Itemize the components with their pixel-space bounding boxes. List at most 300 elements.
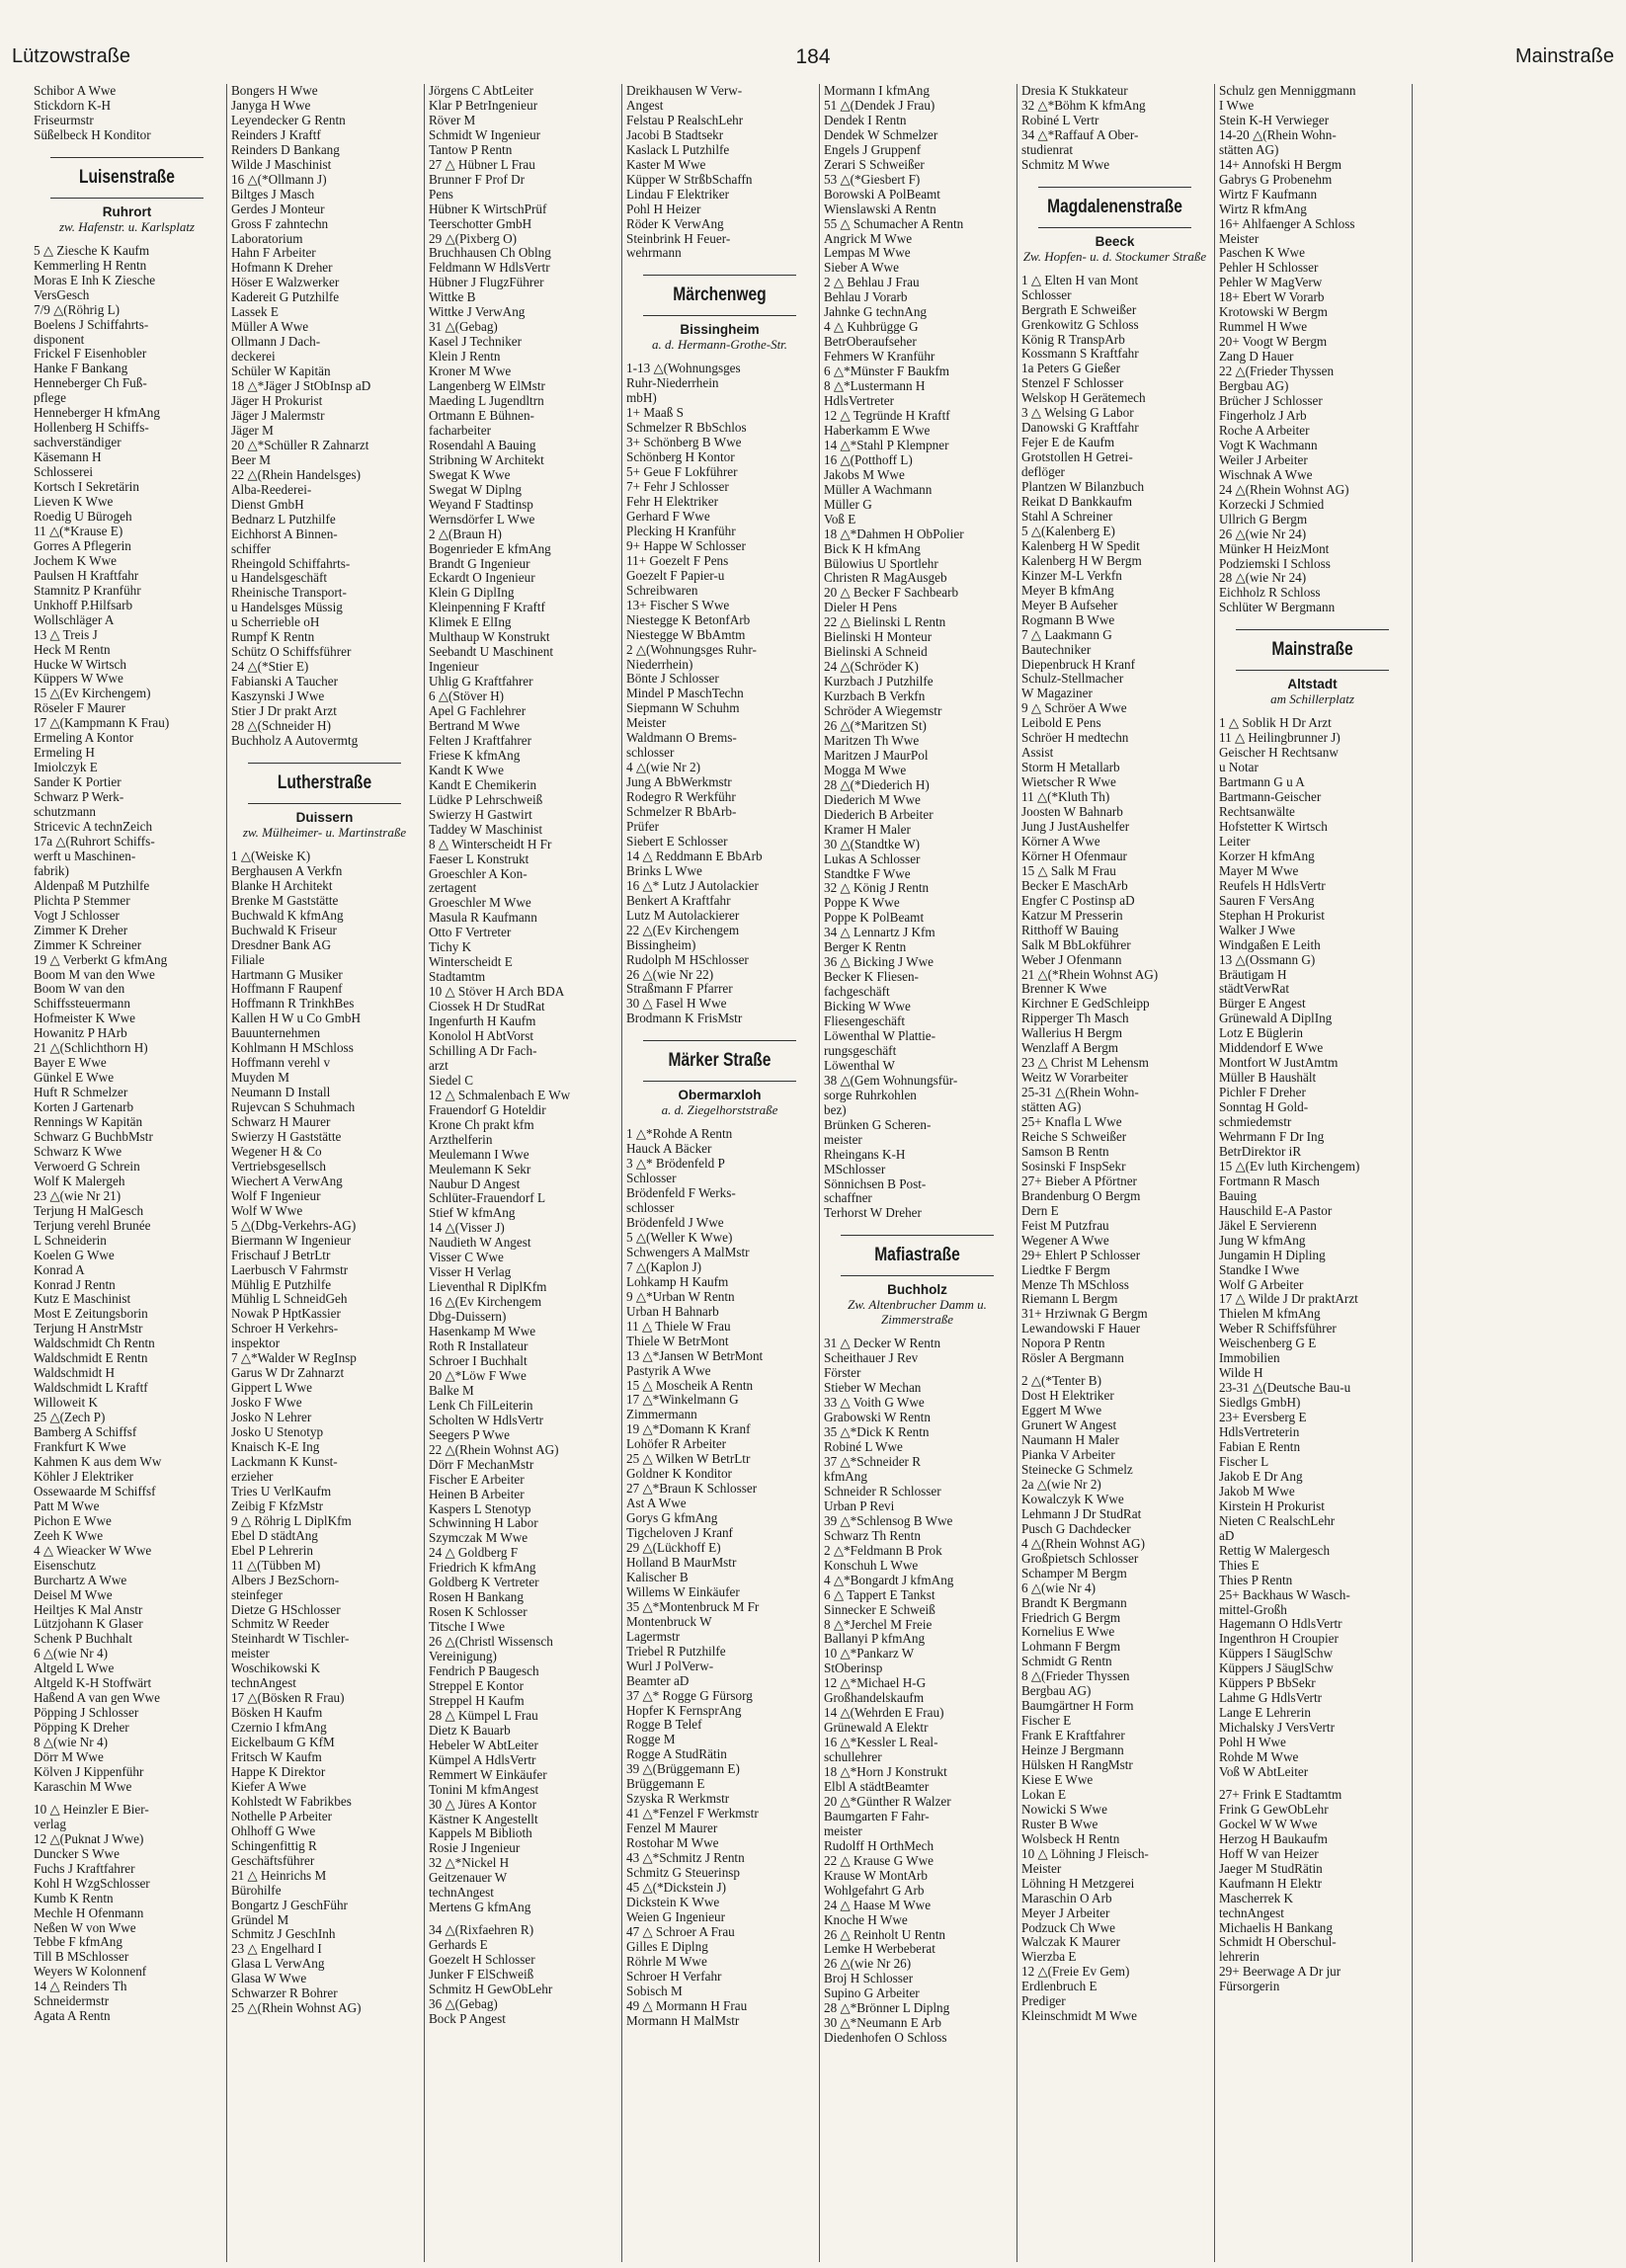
directory-entry: Mühlig L SchneidGeh [231,1292,348,1307]
directory-entry: Woschikowski K [231,1661,321,1676]
directory-entry: Gründel M [231,1912,289,1927]
directory-entry: Nieten C RealschLehr [1219,1513,1336,1528]
directory-entry: Fischer L [1219,1454,1269,1469]
directory-entry: Wietscher R Wwe [1021,775,1116,790]
directory-entry: Schwarz Th Rentn [824,1528,921,1543]
directory-entry: Kortsch I Sekretärin [34,480,139,495]
directory-entry: Kaufmann H Elektr [1219,1876,1322,1891]
directory-entry: schiffer [231,541,272,556]
directory-entry: 20+ Voogt W Bergm [1219,335,1328,350]
directory-entry: Remmert W Einkäufer [429,1767,547,1782]
directory-entry: Heinze J Bergmann [1021,1743,1124,1758]
directory-entry: 25-31 △(Rhein Wohn- [1021,1086,1139,1100]
directory-entry: deckerei [231,350,276,364]
directory-entry: Lieventhal R DiplKfm [429,1280,547,1295]
directory-entry: 10 △ Löhning J Fleisch- [1021,1846,1149,1861]
directory-entry: 30 △(Standtke W) [824,837,921,851]
directory-entry: Michaelis H Bankang [1219,1920,1333,1935]
directory-entry: Steinbrink H Feuer- [626,231,731,246]
directory-entry: arzt [429,1058,448,1073]
directory-entry: 8 △(wie Nr 4) [34,1736,108,1750]
directory-entry: Angest [626,98,664,113]
directory-entry: Grabowski W Rentn [824,1411,931,1425]
directory-entry: Schmitz W Reeder [231,1617,330,1632]
directory-entry: Swierzy H Gaststätte [231,1130,342,1144]
directory-entry: Imiolczyk E [34,761,98,775]
directory-entry: Haberkamm E Wwe [824,423,931,438]
directory-entry: Taddey W Maschinist [429,822,543,837]
column-5 [820,84,1017,2262]
directory-entry: Brandenburg O Bergm [1021,1188,1141,1203]
directory-entry: Eichholz R Schloss [1219,586,1321,601]
directory-entry: Müller B Haushält [1219,1071,1317,1086]
directory-entry: 11+ Goezelt F Pens [626,553,729,568]
directory-entry: Krone Ch prakt kfm [429,1117,534,1132]
directory-entry: Dresia K Stukkateur [1021,84,1128,98]
directory-entry: Kornelius E Wwe [1021,1625,1115,1640]
directory-entry: 6 △*Münster F Baukfm [824,364,949,379]
directory-entry: Klimek E ElIng [429,615,512,630]
directory-entry: Neßen W von Wwe [34,1920,136,1935]
directory-entry: 4 △ Kuhbrügge G [824,320,919,335]
directory-entry: Tebbe F kfmAng [34,1935,122,1950]
directory-entry: Verwoerd G Schrein [34,1159,140,1174]
directory-entry: 22 △(Rhein Wohnst AG) [429,1442,559,1457]
directory-entry: Schmitz G Steuerinsp [626,1865,741,1880]
directory-entry: 17 △ Wilde J Dr praktArzt [1219,1292,1358,1307]
directory-entry: Eggert M Wwe [1021,1404,1102,1418]
directory-entry: Stenzel F Schlosser [1021,376,1124,391]
column-3 [425,84,622,2262]
directory-entry: Kaster M Wwe [626,157,706,172]
directory-entry: u Notar [1219,761,1259,775]
directory-entry: Gockel W W Wwe [1219,1817,1318,1831]
directory-entry: Brünken G Scheren- [824,1117,932,1132]
directory-entry: 6 △(Stöver H) [429,689,505,704]
directory-entry: 31+ Hrziwnak G Bergm [1021,1307,1148,1322]
directory-entry: Becker K Fliesen- [824,970,919,985]
directory-entry: 22 △ Krause G Wwe [824,1853,934,1868]
directory-entry: Grotstollen H Getrei- [1021,450,1133,465]
directory-entry: Kirchner E GedSchleipp [1021,997,1150,1012]
directory-entry: 25+ Backhaus W Wasch- [1219,1587,1350,1602]
directory-entry: Bartmann G u A [1219,775,1305,790]
directory-entry: Jacobi B Stadtsekr [626,127,724,142]
directory-entry: 18 △*Dahmen H ObPolier [824,526,964,541]
directory-entry: Weyand F Stadtinsp [429,497,533,512]
directory-entry: technAngest [231,1676,296,1691]
directory-entry: Ermeling A Kontor [34,731,134,746]
directory-entry: Bamberg A Schiffsf [34,1425,137,1440]
directory-entry: Pichler F Dreher [1219,1086,1306,1100]
spacer [1219,1780,1406,1788]
directory-entry: Lukas A Schlosser [824,851,921,866]
directory-entry: Voß W AbtLeiter [1219,1764,1309,1779]
directory-entry: 14 △(Visser J) [429,1221,505,1236]
directory-entry: Streppel E Kontor [429,1678,524,1693]
directory-entry: Kurzbach B Verkfn [824,689,926,704]
directory-entry: Felten J Kraftfahrer [429,733,531,748]
directory-entry: 13 △(Ossmann G) [1219,952,1316,967]
directory-entry: 16 △(Ev Kirchengem [429,1295,542,1310]
directory-entry: Meister [1021,1861,1062,1876]
column-4 [622,84,820,2262]
directory-entry: Alba-Reederei- [231,482,312,497]
directory-entry: Willoweit K [34,1396,99,1411]
directory-entry: Poppe K PolBeamt [824,911,925,926]
directory-entry: Visser C Wwe [429,1251,504,1265]
directory-entry: Lehmann J Dr StudRat [1021,1506,1142,1521]
directory-entry: Lackmann K Kunst- [231,1454,338,1469]
directory-entry: mittel-Großh [1219,1602,1287,1617]
directory-entry: 34 △ Lennartz J Kfm [824,926,935,940]
directory-entry: Reinders D Bankang [231,142,340,157]
directory-entry: sachverständiger [34,436,122,450]
directory-entry: Geschäftsführer [231,1853,315,1868]
column-6 [1017,84,1215,2262]
directory-entry: Meyer B Aufseher [1021,598,1118,612]
directory-entry: Terhorst W Dreher [824,1206,922,1221]
directory-entry: 7 △ Laakmann G [1021,627,1112,642]
directory-entry: Höser E Walzwerker [231,276,340,290]
directory-entry: Herzog H Baukaufm [1219,1831,1328,1846]
directory-entry: Rudolff H OrthMech [824,1838,935,1853]
directory-entry: 11 △(*Krause E) [34,524,123,538]
directory-entry: zertagent [429,881,477,896]
directory-entry: Bogenrieder E kfmAng [429,541,551,556]
directory-entry: 2a △(wie Nr 2) [1021,1477,1101,1492]
directory-entry: Meulemann K Sekr [429,1162,531,1176]
directory-entry: Tries U VerlKaufm [231,1484,332,1498]
directory-entry: Buchwald K kfmAng [231,908,344,923]
directory-entry: Wirtz F Kaufmann [1219,187,1318,202]
directory-entry: Gerhards E [429,1938,488,1953]
directory-entry: Sonntag H Gold- [1219,1100,1309,1115]
directory-entry: Kossmann S Kraftfahr [1021,347,1139,362]
directory-entry: Mertens G kfmAng [429,1901,531,1915]
directory-entry: 11 △(*Kluth Th) [1021,790,1110,805]
directory-entry: Klein G DiplIng [429,586,515,601]
directory-entry: Rosendahl A Bauing [429,438,536,452]
directory-entry: Bongers H Wwe [231,84,318,98]
directory-entry: 32 △*Böhm K kfmAng [1021,98,1146,113]
directory-entry: Zimmer K Schreiner [34,937,142,952]
directory-entry: Wittke B [429,290,476,305]
directory-entry: 6 △(wie Nr 4) [34,1647,108,1661]
directory-entry: Schlosser [1021,287,1072,302]
directory-entry: 25 △(Zech P) [34,1411,106,1425]
directory-entry: 10 △*Pankarz W [824,1647,915,1661]
directory-entry: inspektor [231,1336,281,1351]
spacer [1021,1366,1208,1374]
directory-entry: Schroer H Verkehrs- [231,1322,339,1336]
directory-entry: Jochem K Wwe [34,553,117,568]
district-name: Obermarxloh [678,1088,762,1103]
directory-entry: Bergbau AG) [1219,379,1289,394]
directory-entry: Diedenhofen O Schloss [824,2031,947,2046]
directory-entry: Dresdner Bank AG [231,937,332,952]
directory-entry: Bick K H kfmAng [824,541,921,556]
directory-entry: u Handelsges Müssig [231,601,343,615]
directory-entry: Jakob E Dr Ang [1219,1469,1303,1484]
directory-entry: Plichta P Stemmer [34,893,130,908]
directory-entry: Reiche S Schweißer [1021,1130,1127,1144]
directory-entry: Bartmann-Geischer [1219,790,1322,805]
directory-entry: Balke M [429,1383,474,1398]
directory-entry: 5 △ Ziesche K Kaufm [34,243,150,258]
directory-entry: Bock P Angest [429,2011,506,2026]
column-2 [227,84,425,2262]
directory-entry: Most E Zeitungsborin [34,1307,148,1322]
directory-entry: Kasel J Techniker [429,335,523,350]
directory-entry: Altgeld K-H Stoffwärt [34,1676,152,1691]
directory-entry: Kirstein H Prokurist [1219,1498,1325,1513]
directory-entry: Körner A Wwe [1021,834,1100,849]
directory-entry: Bielinski H Monteur [824,630,933,645]
directory-entry: 11 △(Tübben M) [231,1558,321,1573]
directory-entry: Liedtke F Bergm [1021,1262,1110,1277]
directory-entry: Reufels H HdlsVertr [1219,878,1326,893]
directory-entry: Kallen H W u Co GmbH [231,1012,362,1026]
directory-entry: rungsgeschäft [824,1043,897,1058]
directory-entry: Mormann H MalMstr [626,2013,740,2028]
directory-entry: Till B MSchlosser [34,1950,129,1965]
directory-entry: Bednarz L Putzhilfe [231,512,336,526]
directory-entry: Süßelbeck H Konditor [34,127,151,142]
directory-entry: stätten AG) [1219,142,1279,157]
directory-entry: Joosten W Bahnarb [1021,805,1123,820]
directory-entry: Hauschild E-A Pastor [1219,1203,1333,1218]
directory-entry: Kaspers L Stenotyp [429,1501,531,1516]
directory-entry: Förster [824,1366,861,1381]
directory-entry: 30 △ Fasel H Wwe [626,997,727,1012]
directory-entry: Naubur D Angest [429,1176,521,1191]
directory-entry: Heck M Rentn [34,642,111,657]
directory-entry: Grunert W Angest [1021,1418,1117,1433]
directory-entry: Dörr F MechanMstr [429,1457,534,1472]
directory-entry: Thielen M kfmAng [1219,1307,1321,1322]
directory-entry: 33 △ Voith G Wwe [824,1396,925,1411]
directory-entry: Bautechniker [1021,642,1092,657]
directory-entry: Schütz O Schiffsführer [231,645,352,660]
directory-entry: Meister [626,716,667,731]
directory-entry: Vereinigung) [429,1650,497,1664]
directory-entry: 28 △ Kümpel L Frau [429,1708,538,1723]
directory-entry: 22 △(Frieder Thyssen [1219,364,1335,379]
directory-entry: Standke I Wwe [1219,1262,1300,1277]
directory-entry: Wehrmann F Dr Ing [1219,1130,1325,1144]
directory-entry: Arzthelferin [429,1132,493,1147]
directory-entry: 18 △*Horn J Konstrukt [824,1765,947,1780]
directory-entry: Bissingheim) [626,937,696,952]
directory-entry: 14+ Annofski H Bergm [1219,157,1342,172]
directory-entry: Jakobs M Wwe [824,467,905,482]
directory-entry: Triebel R Putzhilfe [626,1644,726,1659]
district-name: Duissern [295,809,354,825]
street-heading: Mafiastraße [841,1235,994,1276]
directory-entry: 28 △*Brönner L Diplng [824,2001,950,2016]
directory-entry: Straßmann F Pfarrer [626,982,733,997]
directory-entry: Bülowius U Sportlehr [824,556,938,571]
directory-entry: Lassek E [231,305,279,320]
directory-entry: Deisel M Wwe [34,1587,113,1602]
directory-entry: Konschuh L Wwe [824,1558,919,1573]
directory-entry: Janyga H Wwe [231,98,311,113]
directory-entry: 20 △*Löw F Wwe [429,1368,527,1383]
directory-entry: Löhning H Metzgerei [1021,1876,1135,1891]
directory-entry: Hauck A Bäcker [626,1142,712,1157]
directory-entry: Schmitz M Wwe [1021,157,1110,172]
directory-entry: 23 △(wie Nr 21) [34,1188,122,1203]
directory-entry: Kaslack L Putzhilfe [626,142,730,157]
district-name: Ruhrort [102,203,152,219]
directory-entry: Weiler J Arbeiter [1219,452,1308,467]
directory-entry: Dendek W Schmelzer [824,127,938,142]
directory-entry: Brücher J Schlosser [1219,394,1323,409]
directory-entry: 47 △ Schroer A Frau [626,1924,735,1939]
directory-entry: 23 △ Engelhard I [231,1942,322,1957]
directory-entry: Ermeling H [34,746,95,761]
directory-entry: 20 △ Becker F Sachbearb [824,586,959,601]
directory-entry: Rostohar M Wwe [626,1836,719,1851]
directory-entry: 17 △(Bösken R Frau) [231,1691,345,1706]
directory-entry: Weyers W Kolonnenf [34,1965,147,1980]
directory-entry: Klar P BetrIngenieur [429,98,538,113]
directory-entry: Steinecke G Schmelz [1021,1462,1133,1477]
district-name: Altstadt [1287,677,1338,692]
directory-entry: Albers J BezSchorn- [231,1573,340,1587]
directory-entry: Lützjohann K Glaser [34,1617,143,1632]
directory-entry: Visser H Verlag [429,1265,512,1280]
directory-entry: Weischenberg G E [1219,1336,1317,1351]
directory-entry: Bösken H Kaufm [231,1706,323,1721]
directory-entry: Lempas M Wwe [824,246,911,261]
directory-entry: Baumgärtner H Form [1021,1699,1134,1714]
directory-entry: Schlüter W Bergmann [1219,601,1336,615]
directory-entry: Bergrath E Schweißer [1021,302,1137,317]
directory-entry: Gorys G kfmAng [626,1511,718,1526]
directory-entry: 6 △(wie Nr 4) [1021,1580,1096,1595]
directory-entry: 2 △(*Tenter B) [1021,1374,1101,1389]
directory-entry: Sosinski F InspSekr [1021,1159,1126,1174]
directory-entry: schullehrer [824,1750,882,1765]
directory-entry: Lotz E Büglerin [1219,1026,1303,1041]
directory-entry: Roedig U Bürogeh [34,509,132,524]
directory-entry: Kleinpenning F Kraftf [429,601,545,615]
directory-entry: Scheithauer J Rev [824,1351,919,1366]
directory-entry: Baumgarten F Fahr- [824,1809,930,1823]
directory-entry: Knaisch K-E Ing [231,1440,320,1455]
directory-entry: Kadereit G Putzhilfe [231,290,340,305]
directory-entry: Hollenberg H Schiffs- [34,421,149,436]
directory-entry: Hülsken H RangMstr [1021,1758,1133,1773]
directory-entry: Lohmann F Bergm [1021,1640,1121,1655]
directory-entry: Niestegge W BbAmtm [626,627,746,642]
directory-entry: Kurzbach J Putzhilfe [824,675,934,689]
directory-entry: Pohl H Heizer [626,202,701,216]
directory-entry: Brunner F Prof Dr [429,172,526,187]
directory-entry: Hoffmann verehl v [231,1056,331,1071]
directory-entry: Jung W kfmAng [1219,1233,1306,1248]
directory-entry: Günkel E Wwe [34,1071,115,1086]
directory-entry: 39 △*Schlensog B Wwe [824,1513,953,1528]
directory-entry: Rujevcan S Schuhmach [231,1100,356,1115]
directory-entry: 38 △(Gem Wohnungsfür- [824,1073,958,1088]
directory-entry: Stieber W Mechan [824,1381,922,1396]
directory-entry: Schmidt H Oberschul- [1219,1935,1337,1950]
directory-entry: Schenk P Buchhalt [34,1632,132,1647]
directory-entry: Hasenkamp M Wwe [429,1325,536,1339]
directory-entry: Garus W Dr Zahnarzt [231,1366,345,1381]
directory-entry: Müller A Wachmann [824,482,933,497]
directory-entry: 9+ Happe W Schlosser [626,538,746,553]
street-heading: Luisenstraße [50,157,203,199]
directory-entry: Weien G Ingenieur [626,1909,725,1924]
directory-entry: schaffner [824,1191,872,1206]
district-name: Bissingheim [680,322,760,338]
directory-entry: Fuchs J Kraftfahrer [34,1861,135,1876]
directory-entry: Boelens J Schiffahrts- [34,317,149,332]
directory-entry: Zerari S Schweißer [824,157,925,172]
directory-entry: Zang D Hauer [1219,350,1294,364]
directory-entry: 8 △ Winterscheidt H Fr [429,837,552,851]
directory-entry: Schmitz H GewObLehr [429,1983,553,1996]
directory-entry: Sinnecker E Schweiß [824,1602,935,1617]
directory-entry: Kleinschmidt M Wwe [1021,2009,1137,2024]
directory-entry: Wolf G Arbeiter [1219,1277,1304,1292]
directory-entry: Meyer B kfmAng [1021,583,1114,598]
directory-entry: Hucke W Wirtsch [34,657,126,672]
directory-entry: Groeschler A Kon- [429,866,528,881]
directory-entry: 7 △(Kaplon J) [626,1259,702,1274]
directory-entry: fachgeschäft [824,985,890,1000]
directory-entry: Storm H Metallarb [1021,761,1120,775]
directory-entry: Weber R Schiffsführer [1219,1322,1337,1336]
directory-entry: Kalischer B [626,1570,689,1584]
directory-entry: 39 △(Brüggemann E) [626,1762,740,1777]
column-1 [30,84,227,2262]
directory-entry: Montenbruck W [626,1614,712,1629]
directory-entry: Blanke H Architekt [231,878,333,893]
directory-entry: Brüggemann E [626,1777,705,1792]
directory-entry: Lange E Lehrerin [1219,1706,1311,1721]
directory-entry: Haßend A van gen Wwe [34,1691,160,1706]
directory-entry: Dörr M Wwe [34,1750,104,1765]
directory-entry: Rogmann B Wwe [1021,612,1115,627]
directory-entry: Zeibig F KfzMstr [231,1498,324,1513]
directory-entry: 53 △(*Giesbert F) [824,172,921,187]
directory-entry: Eisenschutz [34,1558,96,1573]
directory-entry: 3+ Schönberg B Wwe [626,436,742,450]
directory-entry: pflege [34,391,66,406]
directory-entry: Weber J Ofenmann [1021,952,1122,967]
directory-entry: Sauren F VersAng [1219,893,1315,908]
directory-entry: Brandt K Bergmann [1021,1595,1127,1610]
directory-entry: 11 △ Thiele W Frau [626,1319,731,1334]
directory-entry: Ruster B Wwe [1021,1817,1098,1831]
directory-entry: 11 △ Heilingbrunner J) [1219,731,1341,746]
directory-entry: Gabrys G Probenehm [1219,172,1333,187]
directory-entry: MSchlosser [824,1162,886,1176]
directory-entry: Mayer M Wwe [1219,863,1299,878]
directory-entry: Küppers I SäuglSchw [1219,1647,1334,1661]
street-extent: zw. Hafenstr. u. Karlsplatz [58,218,195,234]
directory-entry: stätten AG) [1021,1100,1082,1115]
directory-entry: Hofmann K Dreher [231,261,333,276]
directory-entry: 1 △(Weiske K) [231,849,311,863]
district-name: Buchholz [887,1282,947,1298]
directory-entry: Schwarz H Maurer [231,1115,331,1130]
